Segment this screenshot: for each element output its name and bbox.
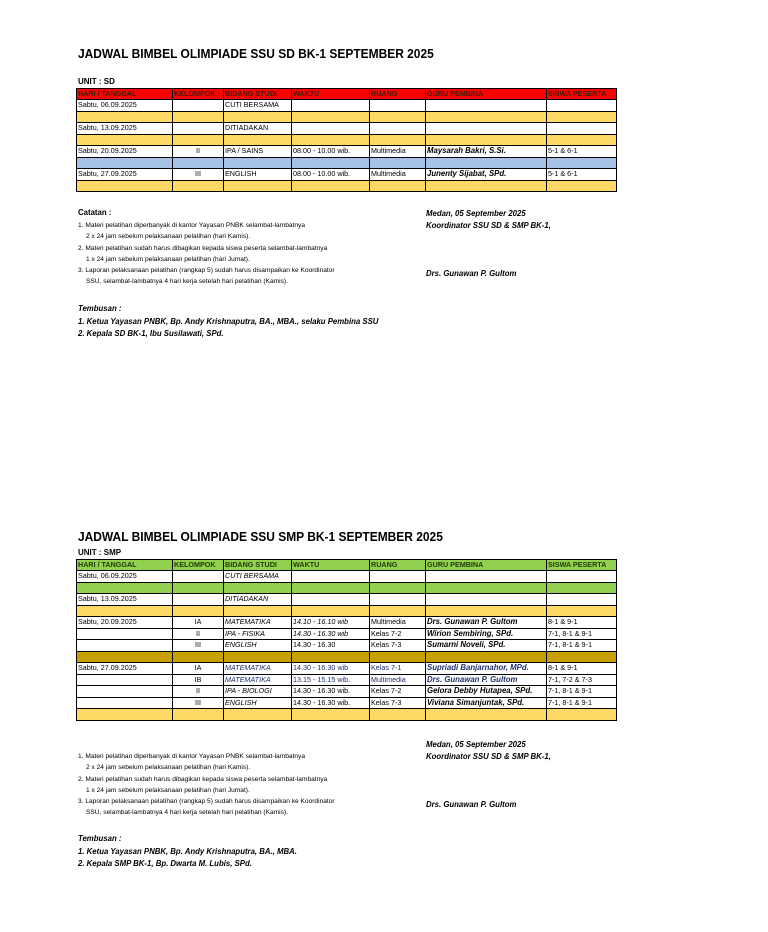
room-cell: Multimedia <box>370 146 426 158</box>
note-line: SSU, selambat-lambatnya 4 hari kerja setelah hari pelatihan (Kamis). <box>86 278 288 286</box>
cc-heading: Tembusan : <box>78 834 122 843</box>
col-header-teacher: GURU PEMBINA <box>426 89 547 100</box>
time-cell: 08.00 - 10.00 wib. <box>292 169 370 181</box>
smp-title: JADWAL BIMBEL OLIMPIADE SSU SMP BK-1 SEPTEMBER 2025 <box>78 529 443 544</box>
table-row <box>77 640 617 652</box>
col-header-room: RUANG <box>370 89 426 100</box>
room-cell: Kelas 7-3 <box>370 640 426 652</box>
separator-row <box>77 582 617 594</box>
group-cell: IB <box>173 674 224 686</box>
group-cell: II <box>173 686 224 698</box>
date-cell: Sabtu, 20.09.2025 <box>77 146 173 158</box>
room-cell <box>370 571 426 583</box>
group-cell: III <box>173 169 224 181</box>
table-row <box>77 169 617 181</box>
cc-line: 1. Ketua Yayasan PNBK, Bp. Andy Krishnaputra, BA., MBA. <box>78 847 297 856</box>
separator-row <box>77 180 617 192</box>
smp-cc-block <box>78 833 297 870</box>
students-cell <box>547 123 617 135</box>
col-header-time: WAKTU <box>292 89 370 100</box>
col-header-group: KELOMPOK <box>173 89 224 100</box>
group-cell <box>173 594 224 606</box>
sd-sign-name: Drs. Gunawan P. Gultom <box>426 269 517 278</box>
date-cell: Sabtu, 13.09.2025 <box>77 123 173 135</box>
students-cell: 5-1 & 6-1 <box>547 169 617 181</box>
teacher-cell <box>426 123 547 135</box>
sd-notes-list <box>78 220 335 288</box>
students-cell: 7-1, 8-1 & 9-1 <box>547 686 617 698</box>
students-cell: 7-1, 7-2 & 7-3 <box>547 674 617 686</box>
date-cell: Sabtu, 20.09.2025 <box>77 617 173 629</box>
table-row <box>77 663 617 675</box>
group-cell <box>173 123 224 135</box>
table-row <box>77 146 617 158</box>
separator-row <box>77 157 617 169</box>
group-cell: III <box>173 640 224 652</box>
students-cell: 7-1, 8-1 & 9-1 <box>547 640 617 652</box>
col-header-teacher: GURU PEMBINA <box>426 560 547 571</box>
subject-cell: IPA / SAINS <box>224 146 292 158</box>
group-cell <box>173 571 224 583</box>
subject-cell: CUTI BERSAMA <box>224 571 292 583</box>
table-row <box>77 100 617 112</box>
cc-line: 1. Ketua Yayasan PNBK, Bp. Andy Krishnaputra, BA., MBA., selaku Pembina SSU <box>78 317 379 326</box>
time-cell: 14.30 - 16.30 <box>292 640 370 652</box>
note-line: 2 x 24 jam sebelum pelaksanaan pelatihan (hari Kamis). <box>86 764 251 772</box>
smp-signature-block <box>426 739 551 762</box>
sign-role: Koordinator SSU SD & SMP BK-1, <box>426 751 551 761</box>
group-cell: III <box>173 697 224 709</box>
students-cell: 8-1 & 9-1 <box>547 663 617 675</box>
time-cell: 13.15 - 15.15 wib. <box>292 674 370 686</box>
subject-cell: ENGLISH <box>224 697 292 709</box>
room-cell <box>370 100 426 112</box>
note-line: 1 x 24 jam sebelum pelaksanaan pelatihan (hari Jumat). <box>86 786 250 794</box>
room-cell: Kelas 7-1 <box>370 663 426 675</box>
col-header-students: SISWA PESERTA <box>547 89 617 100</box>
col-header-students: SISWA PESERTA <box>547 560 617 571</box>
group-cell: IA <box>173 663 224 675</box>
note-line: 3. Laporan pelaksanaan pelatihan (rangkap 5) sudah harus disampaikan ke Koordinator <box>78 798 335 806</box>
sign-place-date: Medan, 05 September 2025 <box>426 209 526 218</box>
teacher-cell: Gelora Debby Hutapea, SPd. <box>426 686 547 698</box>
sd-title: JADWAL BIMBEL OLIMPIADE SSU SD BK-1 SEPTEMBER 2025 <box>78 46 434 61</box>
teacher-cell <box>426 571 547 583</box>
table-row <box>77 697 617 709</box>
date-cell <box>77 686 173 698</box>
note-line: 1. Materi pelatihan diperbanyak di kantor Yayasan PNBK selambat-lambatnya <box>78 222 306 229</box>
time-cell <box>292 123 370 135</box>
sd-schedule-table <box>76 88 617 192</box>
sd-notes-heading: Catatan : <box>78 208 112 217</box>
col-header-date: HARI / TANGGAL <box>77 89 173 100</box>
sd-cc-block <box>78 303 378 340</box>
note-line: 2. Materi pelatihan sudah harus dibagikan kepada siswa peserta selambat-lambatnya <box>78 244 328 252</box>
note-line: 3. Laporan pelaksanaan pelatihan (rangkap 5) sudah harus disampaikan ke Koordinator <box>78 267 335 275</box>
table-row <box>77 628 617 640</box>
cc-line: 2. Kepala SD BK-1, Ibu Susilawati, SPd. <box>78 329 224 338</box>
group-cell: IA <box>173 617 224 629</box>
date-cell: Sabtu, 06.09.2025 <box>77 571 173 583</box>
sd-signature-block <box>426 208 551 231</box>
date-cell: Sabtu, 27.09.2025 <box>77 663 173 675</box>
students-cell: 7-1, 8-1 & 9-1 <box>547 697 617 709</box>
sign-role: Koordinator SSU SD & SMP BK-1, <box>426 220 551 230</box>
smp-sign-name: Drs. Gunawan P. Gultom <box>426 800 517 809</box>
time-cell: 14.30 - 16.30 wib. <box>292 697 370 709</box>
date-cell: Sabtu, 06.09.2025 <box>77 100 173 112</box>
subject-cell: CUTI BERSAMA <box>224 100 292 112</box>
subject-cell: DITIADAKAN <box>224 594 292 606</box>
col-header-room: RUANG <box>370 560 426 571</box>
sd-unit-label: UNIT : SD <box>78 77 115 86</box>
smp-notes-list <box>78 751 335 819</box>
students-cell: 8-1 & 9-1 <box>547 617 617 629</box>
time-cell <box>292 100 370 112</box>
table-row <box>77 123 617 135</box>
cc-line: 2. Kepala SMP BK-1, Bp. Dwarta M. Lubis, SPd. <box>78 859 252 868</box>
separator-row <box>77 651 617 663</box>
teacher-cell: Wirion Sembiring, SPd. <box>426 628 547 640</box>
room-cell: Multimedia <box>370 169 426 181</box>
col-header-subject: BIDANG STUDI <box>224 560 292 571</box>
group-cell: II <box>173 146 224 158</box>
separator-row <box>77 605 617 617</box>
time-cell: 14.10 - 16.10 wib <box>292 617 370 629</box>
date-cell <box>77 697 173 709</box>
subject-cell: IPA - BIOLOGI <box>224 686 292 698</box>
teacher-cell <box>426 594 547 606</box>
subject-cell: MATEMATIKA <box>224 663 292 675</box>
sd-header-row <box>77 89 617 100</box>
subject-cell: MATEMATIKA <box>224 617 292 629</box>
col-header-group: KELOMPOK <box>173 560 224 571</box>
note-line: 1. Materi pelatihan diperbanyak di kantor Yayasan PNBK selambat-lambatnya <box>78 753 306 760</box>
table-row <box>77 594 617 606</box>
date-cell <box>77 674 173 686</box>
subject-cell: DITIADAKAN <box>224 123 292 135</box>
teacher-cell <box>426 100 547 112</box>
teacher-cell: Drs. Gunawan P. Gultom <box>426 617 547 629</box>
col-header-date: HARI / TANGGAL <box>77 560 173 571</box>
subject-cell: ENGLISH <box>224 640 292 652</box>
date-cell: Sabtu, 27.09.2025 <box>77 169 173 181</box>
group-cell <box>173 100 224 112</box>
time-cell: 14.30 - 16.30 wib <box>292 663 370 675</box>
separator-row <box>77 134 617 146</box>
time-cell: 08.00 - 10.00 wib. <box>292 146 370 158</box>
table-row <box>77 686 617 698</box>
subject-cell: ENGLISH <box>224 169 292 181</box>
students-cell <box>547 100 617 112</box>
table-row <box>77 617 617 629</box>
group-cell: II <box>173 628 224 640</box>
time-cell <box>292 571 370 583</box>
room-cell <box>370 594 426 606</box>
date-cell <box>77 628 173 640</box>
subject-cell: MATEMATIKA <box>224 674 292 686</box>
students-cell: 5-1 & 6-1 <box>547 146 617 158</box>
note-line: SSU, selambat-lambatnya 4 hari kerja setelah hari pelatihan (Kamis). <box>86 809 288 817</box>
room-cell: Kelas 7-2 <box>370 628 426 640</box>
note-line: 2. Materi pelatihan sudah harus dibagikan kepada siswa peserta selambat-lambatnya <box>78 775 328 783</box>
time-cell <box>292 594 370 606</box>
room-cell: Kelas 7-3 <box>370 697 426 709</box>
teacher-cell: Maysarah Bakri, S.Si. <box>426 146 547 158</box>
cc-heading: Tembusan : <box>78 304 122 313</box>
teacher-cell: Sumarni Noveli, SPd. <box>426 640 547 652</box>
separator-row <box>77 111 617 123</box>
date-cell: Sabtu, 13.09.2025 <box>77 594 173 606</box>
room-cell <box>370 123 426 135</box>
smp-unit-label: UNIT : SMP <box>78 548 122 557</box>
students-cell <box>547 571 617 583</box>
time-cell: 14.30 - 16.30 wib. <box>292 686 370 698</box>
students-cell <box>547 594 617 606</box>
col-header-time: WAKTU <box>292 560 370 571</box>
room-cell: Multimedia <box>370 674 426 686</box>
date-cell <box>77 640 173 652</box>
teacher-cell: Viviana Simanjuntak, SPd. <box>426 697 547 709</box>
teacher-cell: Drs. Gunawan P. Gultom <box>426 674 547 686</box>
separator-row <box>77 709 617 721</box>
col-header-subject: BIDANG STUDI <box>224 89 292 100</box>
time-cell: 14.30 - 16.30 wib <box>292 628 370 640</box>
note-line: 1 x 24 jam sebelum pelaksanaan pelatihan (hari Jumat). <box>86 255 250 263</box>
table-row <box>77 571 617 583</box>
note-line: 2 x 24 jam sebelum pelaksanaan pelatihan (hari Kamis). <box>86 233 251 241</box>
sign-place-date: Medan, 05 September 2025 <box>426 740 526 749</box>
room-cell: Multimedia <box>370 617 426 629</box>
teacher-cell: Supriadi Banjarnahor, MPd. <box>426 663 547 675</box>
room-cell: Kelas 7-2 <box>370 686 426 698</box>
smp-header-row <box>77 560 617 571</box>
subject-cell: IPA - FISIKA <box>224 628 292 640</box>
teacher-cell: Junenty Sijabat, SPd. <box>426 169 547 181</box>
students-cell: 7-1, 8-1 & 9-1 <box>547 628 617 640</box>
smp-schedule-table <box>76 559 617 721</box>
table-row <box>77 674 617 686</box>
